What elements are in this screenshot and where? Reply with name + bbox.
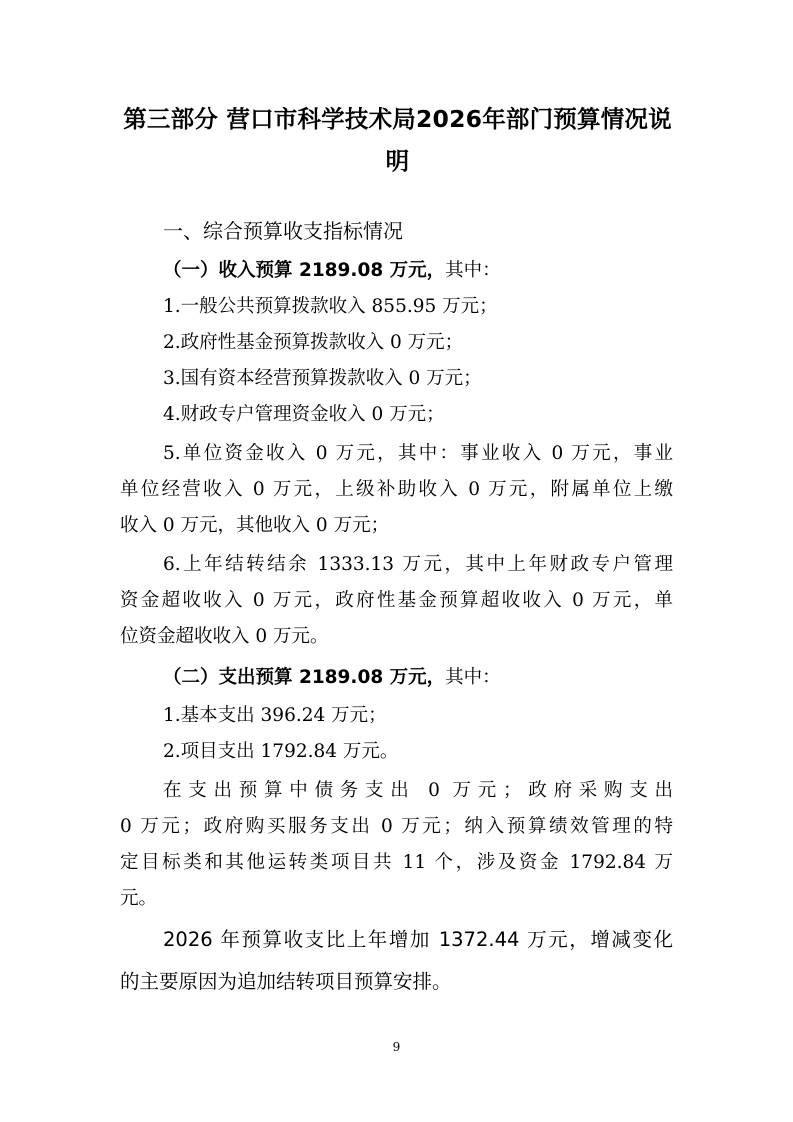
income-item-4: 4.财政专户管理资金收入 0 万元；	[163, 404, 445, 425]
page-number: 9	[392, 1040, 401, 1054]
income-item-5-line-1: 5.单位资金收入 0 万元，其中：事业收入 0 万元，事业	[163, 443, 673, 464]
income-item-6-line-2: 资金超收收入 0 万元，政府性基金预算超收收入 0 万元，单	[120, 590, 673, 611]
income-item-1: 1.一般公共预算拨款收入 855.95 万元；	[163, 296, 498, 317]
income-item-6-line-3: 位资金超收收入 0 万元。	[120, 626, 329, 647]
section-heading: 一、综合预算收支指标情况	[163, 219, 403, 243]
summary-line-1: 2026 年预算收支比上年增加 1372.44 万元，增减变化	[163, 928, 673, 951]
summary-line-2: 的主要原因为追加结转项目预算安排。	[120, 970, 452, 993]
expense-note-line-2: 0 万元；政府购买服务支出 0 万元；纳入预算绩效管理的特	[120, 816, 673, 837]
expense-heading-tail: 其中：	[445, 667, 501, 688]
income-item-5-line-3: 收入 0 万元，其他收入 0 万元；	[120, 515, 390, 536]
expense-item-2: 2.项目支出 1792.84 万元。	[163, 741, 399, 762]
income-item-3: 3.国有资本经营预算拨款收入 0 万元；	[163, 368, 482, 389]
expense-note-line-1: 在支出预算中债务支出 0 万元；政府采购支出	[163, 780, 673, 801]
expense-note-line-3: 定目标类和其他运转类项目共 11 个，涉及资金 1792.84 万	[120, 852, 673, 873]
income-heading-tail: 其中：	[445, 260, 501, 281]
expense-item-1: 1.基本支出 396.24 万元；	[163, 705, 387, 726]
expense-heading-bold: （二）支出预算 2189.08 万元，	[163, 667, 446, 688]
page-title	[115, 98, 680, 182]
title-line-1: 第三部分 营口市科学技术局2026年部门预算情况说	[123, 105, 672, 133]
expense-heading	[163, 660, 673, 696]
income-item-6-line-1: 6.上年结转结余 1333.13 万元，其中上年财政专户管理	[163, 554, 673, 575]
income-heading	[163, 253, 673, 289]
income-heading-bold: （一）收入预算 2189.08 万元，	[163, 260, 446, 281]
income-item-2: 2.政府性基金预算拨款收入 0 万元；	[163, 332, 464, 353]
expense-note-line-4: 元。	[120, 888, 158, 909]
title-line-2: 明	[385, 147, 410, 175]
income-item-5-line-2: 单位经营收入 0 万元，上级补助收入 0 万元，附属单位上缴	[120, 479, 673, 500]
